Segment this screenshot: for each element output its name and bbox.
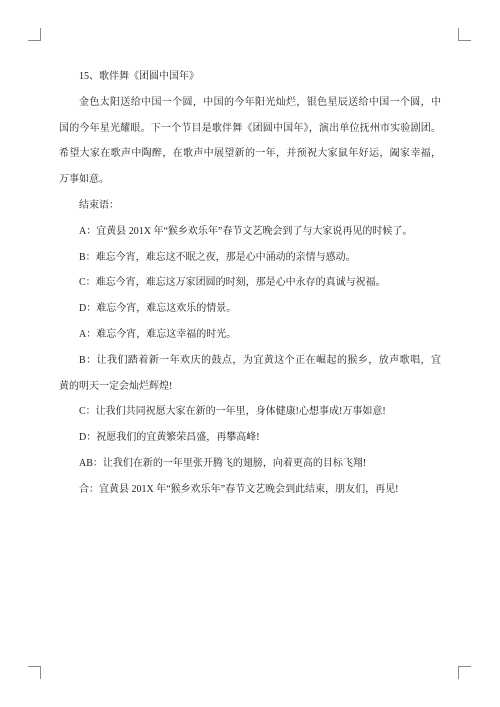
closing-line: C：让我们共同祝愿大家在新的一年里，身体健康!心想事成!万事如意! [79, 406, 386, 418]
closing-line: A：宜黄县 201X 年“猴乡欢乐年”春节文艺晚会到了与大家说再见的时候了。 [79, 225, 413, 237]
closing-line: A：难忘今宵，难忘这幸福的时光。 [79, 328, 237, 340]
closing-paragraph-5 [59, 322, 441, 348]
closing-paragraph-8 [59, 425, 441, 451]
crop-mark-top-right [458, 28, 471, 41]
closing-line: D：祝愿我们的宜黄繁荣昌盛，再攀高峰! [79, 432, 260, 444]
crop-mark-top-left [28, 28, 41, 41]
crop-mark-bottom-left [28, 666, 41, 679]
closing-paragraph-2 [59, 245, 441, 271]
closing-paragraph-1 [59, 219, 441, 245]
section-heading: 15、歌伴舞《团圆中国年》 [79, 71, 199, 82]
closing-line: B：让我们踏着新一年欢庆的鼓点，为宜黄这个正在崛起的猴乡，放声歌唱，宜 [79, 354, 441, 366]
closing-paragraph-7 [59, 399, 441, 425]
closing-paragraph-9 [59, 451, 441, 477]
closing-paragraph-6 [59, 348, 441, 400]
closing-paragraph-10 [59, 477, 441, 503]
closing-label: 结束语： [79, 199, 119, 211]
closing-line: B：难忘今宵，难忘这不眠之夜，那是心中涌动的亲情与感动。 [79, 251, 356, 263]
crop-mark-bottom-right [458, 666, 471, 679]
closing-line: 黄的明天一定会灿烂辉煌! [59, 380, 173, 392]
closing-paragraph-3 [59, 270, 441, 296]
closing-line: 合：宜黄县 201X 年“猴乡欢乐年”春节文艺晚会到此结束，朋友们，再见! [79, 483, 399, 495]
intro-line-1: 金色太阳送给中国一个圆，中国的今年阳光灿烂，银色星辰送给中国一个圆，中 [79, 96, 441, 108]
intro-line-4: 万事如意。 [59, 174, 109, 186]
intro-line-3: 希望大家在歌声中陶醉，在歌声中展望新的一年，并预祝大家鼠年好运，阖家幸福， [59, 148, 441, 160]
document-body [59, 64, 441, 503]
closing-line: AB：让我们在新的一年里张开腾飞的翅膀，向着更高的目标飞翔! [79, 457, 367, 469]
closing-line: D：难忘今宵，难忘这欢乐的情景。 [79, 303, 237, 315]
closing-paragraph-4 [59, 296, 441, 322]
intro-line-2: 国的今年星光耀眼。下一个节目是歌伴舞《团圆中国年》，演出单位抚州市实验剧团。 [59, 122, 441, 134]
intro-paragraph [59, 90, 441, 193]
closing-line: C：难忘今宵，难忘这万家团圆的时刻，那是心中永存的真诚与祝福。 [79, 277, 386, 289]
